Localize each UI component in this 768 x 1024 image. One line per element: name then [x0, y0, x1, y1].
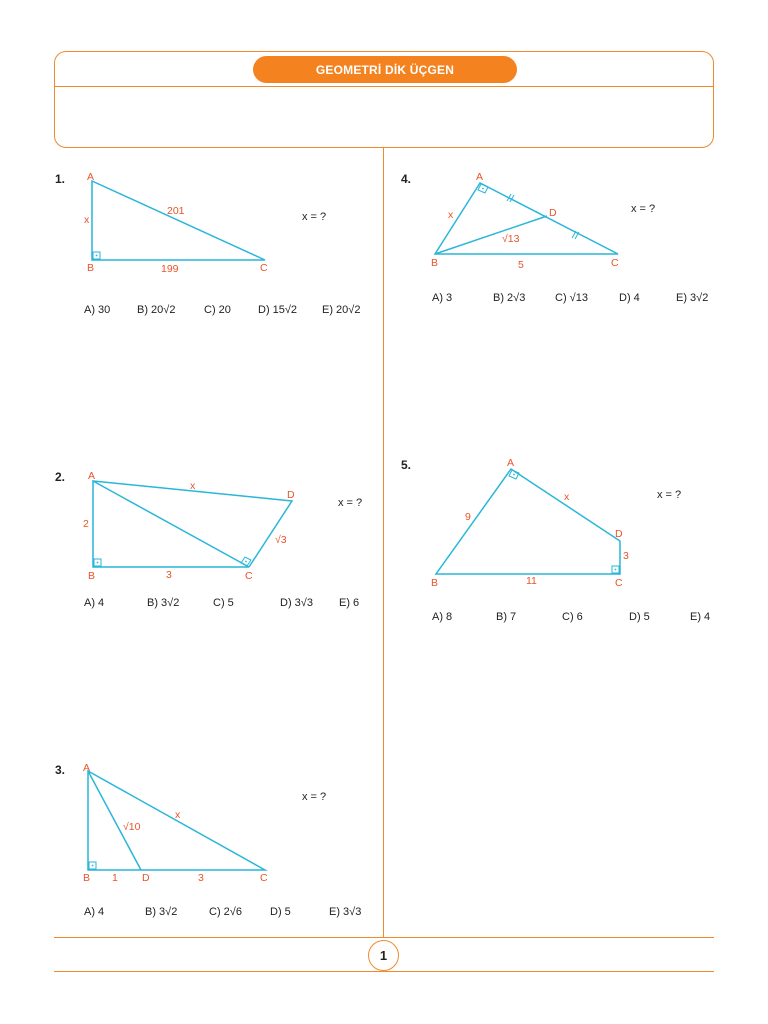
header-box	[54, 51, 714, 148]
segment-bd-label: 1	[112, 872, 118, 884]
footer-line-top	[54, 937, 714, 938]
vertex-b-label: B	[431, 577, 439, 589]
vertex-c-label: C	[611, 257, 619, 269]
choice-e[interactable]: E) 4	[690, 611, 711, 623]
question-1-number: 1.	[55, 172, 66, 186]
choice-c[interactable]: C) 20	[204, 304, 231, 316]
choice-c[interactable]: C) 6	[562, 611, 583, 623]
right-angle-dot	[92, 865, 94, 867]
choice-d[interactable]: D) 5	[629, 611, 650, 623]
vertex-a-label: A	[88, 470, 96, 482]
question-5-ask: x = ?	[657, 489, 682, 501]
choice-e[interactable]: E) 6	[339, 597, 360, 609]
side-ad-label: x	[564, 491, 570, 503]
side-ab-label: 2	[83, 518, 89, 530]
side-ac-label: x	[175, 809, 181, 821]
choice-c[interactable]: C) √13	[555, 292, 588, 304]
right-angle-dot-c	[245, 561, 247, 563]
side-ab-label: x	[448, 209, 454, 221]
choice-b[interactable]: B) 3√2	[145, 906, 178, 918]
choice-b[interactable]: B) 7	[496, 611, 517, 623]
vertex-d-label: D	[142, 872, 150, 884]
choice-d[interactable]: D) 4	[619, 292, 640, 304]
choice-d[interactable]: D) 3√3	[280, 597, 313, 609]
choice-e[interactable]: E) 3√3	[329, 906, 362, 918]
question-5-figure	[425, 452, 640, 587]
vertex-d-label: D	[615, 528, 623, 540]
question-1-ask: x = ?	[302, 211, 327, 223]
choice-c[interactable]: C) 5	[213, 597, 234, 609]
vertex-b-label: B	[88, 570, 96, 582]
segment-bd-label: √13	[502, 233, 520, 245]
right-angle-dot	[96, 255, 98, 257]
triangle-acd	[93, 481, 292, 567]
vertex-a-label: A	[476, 171, 484, 183]
choice-e[interactable]: E) 3√2	[676, 292, 709, 304]
choice-d[interactable]: D) 5	[270, 906, 291, 918]
triangle-abc	[435, 183, 618, 254]
segment-ad-label: √10	[123, 821, 141, 833]
side-bc-label: 5	[518, 259, 524, 271]
vertex-b-label: B	[431, 257, 439, 269]
vertex-d-label: D	[549, 207, 557, 219]
choice-b[interactable]: B) 20√2	[137, 304, 176, 316]
question-2-figure	[75, 466, 315, 586]
question-3-number: 3.	[55, 763, 66, 777]
right-angle-dot	[482, 188, 484, 190]
choice-c[interactable]: C) 2√6	[209, 906, 242, 918]
question-3-figure	[75, 757, 285, 887]
vertex-c-label: C	[260, 262, 268, 274]
quadrilateral-abcd	[436, 469, 620, 574]
side-ab-label: 9	[465, 511, 471, 523]
side-ad-label: x	[190, 480, 196, 492]
triangle-abc	[92, 181, 265, 260]
choice-a[interactable]: A) 8	[432, 611, 453, 623]
vertex-d-label: D	[287, 489, 295, 501]
footer-line-bottom	[54, 971, 714, 972]
vertex-b-label: B	[87, 262, 95, 274]
question-2-number: 2.	[55, 470, 66, 484]
header-divider	[55, 86, 713, 87]
choice-e[interactable]: E) 20√2	[322, 304, 361, 316]
question-4-figure	[425, 165, 635, 275]
side-bc-label: 11	[526, 575, 537, 587]
segment-dc-label: 3	[198, 872, 204, 884]
choice-b[interactable]: B) 2√3	[493, 292, 526, 304]
side-cd-label: √3	[275, 534, 287, 546]
side-x-label: x	[84, 214, 90, 226]
choice-a[interactable]: A) 30	[84, 304, 111, 316]
vertex-a-label: A	[507, 457, 515, 469]
question-5-number: 5.	[401, 458, 412, 472]
right-angle-dot-c	[615, 569, 617, 571]
question-4-number: 4.	[401, 172, 412, 186]
choice-a[interactable]: A) 4	[84, 597, 105, 609]
question-5-choices	[432, 611, 722, 627]
question-1-figure	[75, 168, 285, 276]
question-1-choices	[84, 304, 384, 320]
question-2-choices	[84, 597, 384, 613]
question-4-choices	[432, 292, 722, 308]
segment-bd	[435, 216, 547, 254]
choice-d[interactable]: D) 15√2	[258, 304, 298, 316]
choice-b[interactable]: B) 3√2	[147, 597, 180, 609]
page-title: GEOMETRİ DİK ÜÇGEN	[253, 56, 517, 83]
choice-a[interactable]: A) 4	[84, 906, 105, 918]
question-3-ask: x = ?	[302, 791, 327, 803]
vertex-a-label: A	[83, 762, 91, 774]
right-angle-dot-b	[97, 562, 99, 564]
right-angle-dot-a	[513, 474, 515, 476]
choice-a[interactable]: A) 3	[432, 292, 453, 304]
question-4-ask: x = ?	[631, 203, 656, 215]
column-divider	[383, 148, 384, 938]
page-number: 1	[368, 940, 399, 971]
vertex-a-label: A	[87, 171, 95, 183]
vertex-c-label: C	[615, 577, 623, 589]
vertex-b-label: B	[83, 872, 91, 884]
side-bc-label: 3	[166, 569, 172, 581]
question-2-ask: x = ?	[338, 497, 363, 509]
vertex-c-label: C	[245, 570, 253, 582]
side-dc-label: 3	[623, 550, 629, 562]
hypotenuse-label: 201	[167, 205, 185, 217]
vertex-c-label: C	[260, 872, 268, 884]
base-label: 199	[161, 263, 179, 275]
question-3-choices	[84, 906, 384, 922]
